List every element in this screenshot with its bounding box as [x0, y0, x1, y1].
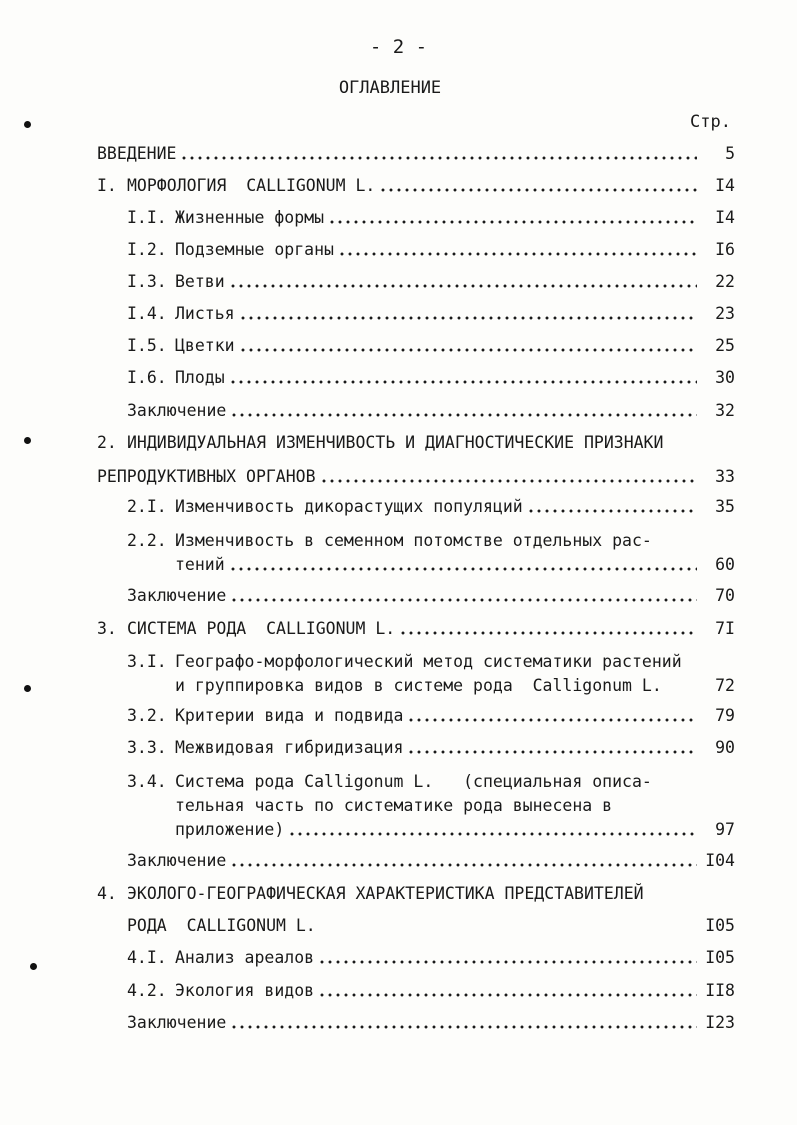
toc-number: 3.I. [127, 652, 167, 671]
leader-dots [320, 479, 697, 483]
leader-dots [328, 220, 697, 224]
toc-title: Ветви [175, 272, 225, 291]
toc-page: I4 [715, 176, 735, 195]
leader-dots [230, 598, 697, 602]
toc-entry-1-1[interactable] [127, 206, 735, 230]
toc-entry-1-5[interactable] [127, 334, 735, 358]
toc-page: 60 [715, 555, 735, 574]
leader-dots [229, 567, 697, 571]
toc-page: I04 [705, 851, 735, 870]
toc-number: 3. [97, 619, 117, 638]
toc-number: 2. [97, 433, 117, 452]
toc-title: Изменчивость дикорастущих популяций [175, 497, 523, 516]
leader-dots [239, 316, 697, 320]
toc-page: 22 [715, 272, 735, 291]
toc-title: Заключение [127, 851, 227, 870]
toc-entry-chapter-1[interactable] [97, 174, 735, 198]
toc-title: МОРФОЛОГИЯ CALLIGONUM L. [127, 176, 376, 195]
leader-dots [379, 188, 697, 192]
leader-dots [230, 413, 697, 417]
toc-entry-introduction[interactable]: ВВЕДЕНИЕ 5 [97, 142, 735, 166]
toc-page: 35 [715, 497, 735, 516]
toc-title: тений [175, 555, 225, 574]
leader-dots [407, 718, 697, 722]
leader-dots [180, 156, 697, 160]
toc-page: 32 [715, 401, 735, 420]
toc-entry-3-2[interactable] [127, 704, 735, 728]
toc-page: 90 [715, 738, 735, 757]
binding-hole-mark [30, 963, 37, 970]
toc-entry-2-1[interactable] [127, 495, 735, 519]
toc-number: I.2. [127, 240, 167, 259]
toc-number: 4. [97, 884, 117, 903]
toc-title: Межвидовая гибридизация [175, 738, 404, 757]
toc-page: 5 [725, 144, 735, 163]
leader-dots [407, 750, 697, 754]
toc-title: РЕПРОДУКТИВНЫХ ОРГАНОВ [97, 467, 316, 486]
toc-number: I. [97, 176, 117, 195]
toc-entry-4-2[interactable] [127, 979, 735, 1003]
toc-entry-3-3[interactable] [127, 736, 735, 760]
toc-title: Критерии вида и подвида [175, 706, 404, 725]
toc-title-line2: тельная часть по систематике рода вынесена в [175, 796, 613, 815]
toc-number: 2.I. [127, 497, 167, 516]
leader-dots [230, 1025, 697, 1029]
toc-title-line1: ЭКОЛОГО-ГЕОГРАФИЧЕСКАЯ ХАРАКТЕРИСТИКА ПРЕДСТАВИТЕЛЕЙ [127, 884, 644, 903]
toc-page: II8 [705, 981, 735, 1000]
leader-dots [338, 252, 697, 256]
toc-number: 4.2. [127, 981, 167, 1000]
binding-hole-mark [24, 437, 31, 444]
toc-number: I.5. [127, 336, 167, 355]
toc-title: Заключение [127, 586, 227, 605]
toc-number: 4.I. [127, 948, 167, 967]
leader-dots [318, 960, 697, 964]
toc-page: 72 [715, 676, 735, 695]
toc-number: I.6. [127, 368, 167, 387]
toc-page: 97 [715, 820, 735, 839]
toc-title: СИСТЕМА РОДА CALLIGONUM L. [127, 619, 396, 638]
toc-title-line1: Изменчивость в семенном потомстве отдельных рас- [175, 531, 652, 550]
toc-number: 3.4. [127, 772, 167, 791]
toc-entry-1-6[interactable] [127, 366, 735, 390]
toc-title: Плоды [175, 368, 225, 387]
toc-number: I.4. [127, 304, 167, 323]
toc-entry-1-2[interactable] [127, 238, 735, 262]
toc-entry-chapter-2[interactable] [97, 431, 735, 489]
leader-dots [399, 631, 697, 635]
toc-title-line1: Система рода Calligonum L. (специальная описа- [175, 772, 652, 791]
toc-page: I4 [715, 208, 735, 227]
toc-title: Листья [175, 304, 235, 323]
toc-page: I23 [705, 1013, 735, 1032]
page-column-label: Стр. [690, 112, 731, 132]
toc-entry-chapter-3[interactable] [97, 617, 735, 641]
toc-number: 2.2. [127, 531, 167, 550]
toc-entry-2-2[interactable] [127, 529, 735, 577]
leader-dots [239, 348, 697, 352]
toc-page: I05 [705, 916, 735, 935]
toc-page: 23 [715, 304, 735, 323]
toc-title: Заключение [127, 1013, 227, 1032]
toc-title: Цветки [175, 336, 235, 355]
toc-title: Подземные органы [175, 240, 334, 259]
binding-hole-mark [24, 121, 31, 128]
toc-page: I6 [715, 240, 735, 259]
toc-entry-conclusion-1[interactable] [127, 399, 735, 423]
toc-entry-1-3[interactable] [127, 270, 735, 294]
toc-number: I.3. [127, 272, 167, 291]
toc-entry-conclusion-2[interactable] [127, 584, 735, 608]
toc-number: 3.3. [127, 738, 167, 757]
leader-dots [288, 832, 697, 836]
toc-title: Анализ ареалов [175, 948, 315, 967]
toc-title-line1: Географо-морфологический метод систематики растений [175, 652, 682, 671]
toc-entry-conclusion-4[interactable] [127, 1011, 735, 1035]
toc-entry-chapter-4[interactable] [97, 882, 735, 938]
toc-title: Жизненные формы [175, 208, 325, 227]
toc-entry-4-1[interactable] [127, 946, 735, 970]
toc-page: 79 [715, 706, 735, 725]
toc-title: РОДА CALLIGONUM L. [127, 916, 316, 935]
toc-page: 25 [715, 336, 735, 355]
toc-page: 70 [715, 586, 735, 605]
toc-title: Заключение [127, 401, 227, 420]
toc-entry-1-4[interactable] [127, 302, 735, 326]
toc-page: 33 [715, 467, 735, 486]
leader-dots [318, 993, 697, 997]
toc-title: Экология видов [175, 981, 315, 1000]
toc-title: и группировка видов в системе рода Calligonum L. [175, 676, 662, 695]
toc-page: 7I [715, 619, 735, 638]
page-number: - 2 - [369, 36, 428, 58]
toc-number: I.I. [127, 208, 167, 227]
toc-page: I05 [705, 948, 735, 967]
binding-hole-mark [24, 685, 31, 692]
leader-dots [229, 284, 697, 288]
toc-entry-3-4[interactable] [127, 770, 735, 842]
toc-page: 30 [715, 368, 735, 387]
toc-number: 3.2. [127, 706, 167, 725]
leader-dots [229, 380, 697, 384]
leader-dots [230, 863, 697, 867]
toc-heading: ОГЛАВЛЕНИЕ [338, 78, 442, 98]
toc-entry-3-1[interactable] [127, 650, 735, 698]
toc-entry-conclusion-3[interactable] [127, 849, 735, 873]
toc-title-line1: ИНДИВИДУАЛЬНАЯ ИЗМЕНЧИВОСТЬ И ДИАГНОСТИЧЕСКИЕ ПРИЗНАКИ [127, 433, 664, 452]
toc-title: приложение) [175, 820, 285, 839]
leader-dots [527, 509, 697, 513]
